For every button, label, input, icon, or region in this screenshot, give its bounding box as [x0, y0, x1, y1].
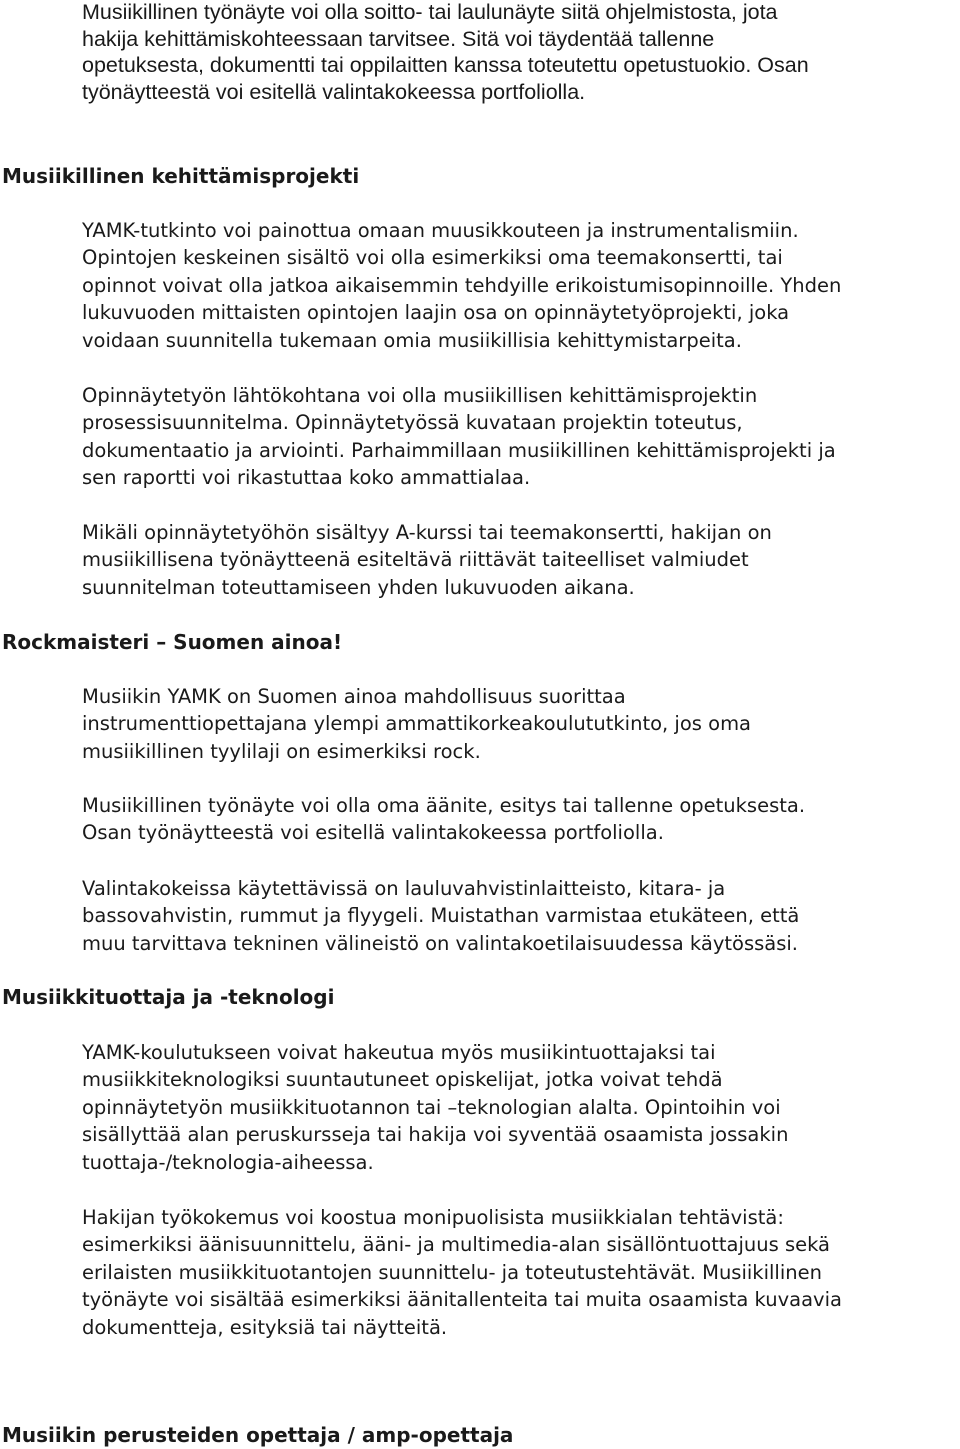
text-line: musiikillinen tyylilaji on esimerkiksi rock.: [82, 739, 481, 763]
text-line: Musiikin YAMK on Suomen ainoa mahdollisuus suorittaa: [82, 685, 626, 708]
text-line: opinnäytetyön musiikkituotannon tai –teknologian alalta. Opintoihin voi: [82, 1095, 781, 1119]
text-line: tuottaja-/teknologia-aiheessa.: [82, 1150, 374, 1174]
text-line: voidaan suunnitella tukemaan omia musiikillisia kehittymistarpeita.: [82, 328, 742, 352]
text-line: työnäyte voi sisältää esimerkiksi äänitallenteita tai muita osaamista kuvaavia: [82, 1288, 842, 1312]
text-line: suunnitelman toteuttamiseen yhden lukuvuoden aikana.: [82, 575, 635, 599]
rockmaisteri-paragraph-2: [82, 792, 805, 847]
text-line: prosessisuunnitelma. Opinnäytetyössä kuvataan projektin toteutus,: [82, 411, 743, 435]
text-line: Opinnäytetyön lähtökohtana voi olla musiikillisen kehittämisprojektin: [82, 384, 758, 407]
text-line: Musiikillinen työnäyte voi olla oma äänite, esitys tai tallenne opetuksesta.: [82, 794, 806, 817]
text-line: Mikäli opinnäytetyöhön sisältyy A-kurssi tai teemakonsertti, hakijan on: [82, 521, 772, 544]
text-line: opinnot voivat olla jatkoa aikaisemmin tehdyille erikoistumisopinnoille. Yhden: [82, 273, 842, 297]
text-line: Hakijan työkokemus voi koostua monipuolisista musiikkialan tehtävistä:: [82, 1206, 784, 1229]
kehittamisprojekti-paragraph-2: [82, 382, 836, 492]
text-line: musiikkiteknologiksi suuntautuneet opiskelijat, jotka voivat tehdä: [82, 1068, 723, 1092]
text-line: instrumenttiopettajana ylempi ammattikorkeakoulututkinto, jos oma: [82, 712, 752, 736]
text-line: YAMK-koulutukseen voivat hakeutua myös musiikintuottajaksi tai: [82, 1041, 716, 1064]
text-line: hakija kehittämiskohteessaan tarvitsee. Sitä voi täydentää tallenne: [82, 26, 715, 51]
text-line: työnäytteestä voi esitellä valintakokeessa portfoliolla.: [82, 80, 586, 105]
intro-paragraph: [82, 0, 809, 106]
rockmaisteri-paragraph-3: [82, 875, 799, 957]
tuottaja-paragraph-2: [82, 1204, 842, 1341]
text-line: Musiikillinen työnäyte voi olla soitto- tai laulunäyte siitä ohjelmistosta, jota: [82, 0, 778, 24]
rockmaisteri-paragraph-1: [82, 683, 751, 765]
text-line: lukuvuoden mittaisten opintojen laajin osa on opinnäytetyöprojekti, joka: [82, 301, 790, 325]
heading-kehittamisprojekti: Musiikillinen kehittämisprojekti: [2, 164, 360, 188]
text-line: opetuksesta, dokumentti tai oppilaitten kanssa toteutettu opetustuokio. Osan: [82, 53, 809, 78]
heading-tuottaja: Musiikkituottaja ja -teknologi: [2, 985, 335, 1009]
tuottaja-paragraph-1: [82, 1039, 788, 1176]
heading-rockmaisteri: Rockmaisteri – Suomen ainoa!: [2, 630, 343, 654]
text-line: Valintakokeissa käytettävissä on lauluvahvistinlaitteisto, kitara- ja: [82, 877, 726, 900]
heading-perusteiden-opettaja: Musiikin perusteiden opettaja / amp-opettaja: [2, 1423, 514, 1447]
text-line: sisällyttää alan peruskursseja tai hakija voi syventää osaamista jossakin: [82, 1123, 789, 1147]
kehittamisprojekti-paragraph-1: [82, 217, 841, 354]
text-line: Osan työnäytteestä voi esitellä valintakokeessa portfoliolla.: [82, 821, 664, 845]
text-line: musiikillisena työnäytteenä esiteltävä riittävät taiteelliset valmiudet: [82, 548, 749, 572]
text-line: sen raportti voi rikastuttaa koko ammattialaa.: [82, 466, 531, 490]
kehittamisprojekti-paragraph-3: [82, 519, 772, 601]
text-line: Opintojen keskeinen sisältö voi olla esimerkiksi oma teemakonsertti, tai: [82, 246, 783, 270]
text-line: dokumentaatio ja arviointi. Parhaimmillaan musiikillinen kehittämisprojekti ja: [82, 438, 836, 462]
text-line: erilaisten musiikkituotantojen suunnittelu- ja toteutustehtävät. Musiikillinen: [82, 1260, 822, 1284]
text-line: bassovahvistin, rummut ja flyygeli. Muistathan varmistaa etukäteen, että: [82, 904, 800, 928]
text-line: esimerkiksi äänisuunnittelu, ääni- ja multimedia-alan sisällöntuottajuus sekä: [82, 1233, 831, 1257]
text-line: muu tarvittava tekninen välineistö on valintakoetilaisuudessa käytössäsi.: [82, 931, 798, 955]
text-line: dokumentteja, esityksiä tai näytteitä.: [82, 1315, 448, 1339]
text-line: YAMK-tutkinto voi painottua omaan muusikkouteen ja instrumentalismiin.: [82, 219, 799, 242]
